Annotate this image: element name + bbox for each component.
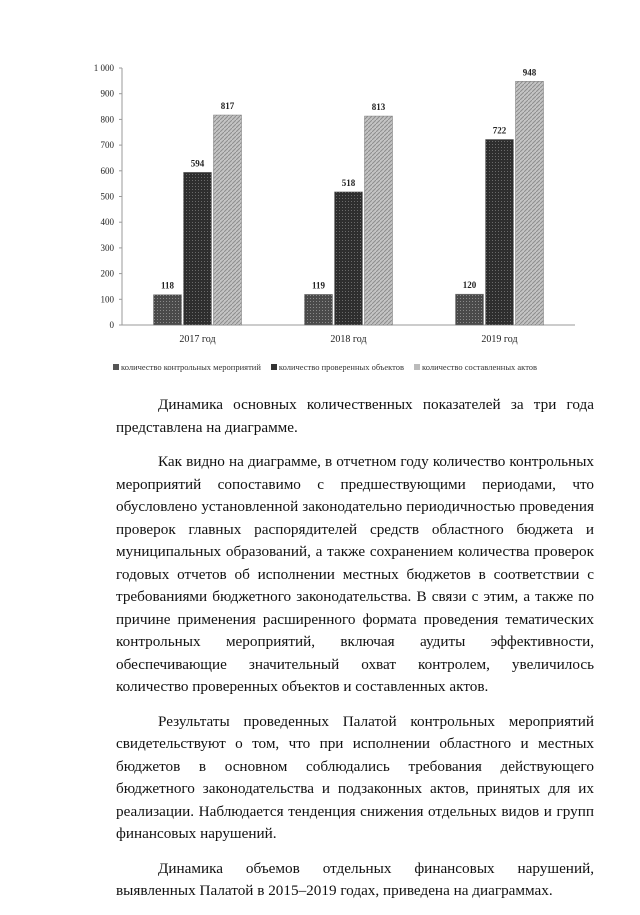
legend-swatch-icon: [414, 364, 420, 370]
y-tick-label: 0: [109, 320, 114, 330]
bar: [486, 139, 514, 325]
data-label: 722: [492, 125, 507, 136]
bar: [214, 115, 242, 325]
legend-label: количество контрольных мероприятий: [121, 362, 261, 372]
y-tick-label: 500: [100, 191, 114, 202]
y-tick-label: 300: [100, 242, 114, 253]
x-tick-label: 2019 год: [481, 334, 518, 345]
paragraph: Результаты проведенных Палатой контрольных мероприятий свидетельствуют о том, что при исполнении областного и местных бюджетов в основном соблюдались требования действующего бюджетного законодательства и подзаконных актов, принятых для их реализации. Наблюдается тенденция снижения отдельных видов и групп финансовых нарушений.: [116, 712, 594, 842]
bars: [154, 81, 544, 325]
data-label: 119: [311, 280, 326, 291]
legend-swatch-icon: [271, 364, 277, 370]
data-label: 948: [522, 67, 537, 78]
x-tick-label: 2017 год: [179, 334, 216, 345]
bar: [516, 81, 544, 325]
data-label: 118: [160, 280, 175, 291]
body-text: [116, 394, 594, 915]
y-tick-label: 400: [100, 217, 114, 228]
data-label: 120: [462, 280, 477, 291]
legend-label: количество составленных актов: [422, 362, 538, 372]
legend-item-acts: [414, 362, 537, 372]
bar: [305, 294, 333, 325]
legend-label: количество проверенных объектов: [278, 362, 404, 372]
legend-item-control-events: [113, 362, 261, 372]
y-tick-label: 900: [100, 88, 114, 99]
y-tick-label: 800: [100, 114, 114, 125]
legend-item-checked-objects: [271, 362, 404, 372]
legend-swatch-icon: [113, 364, 119, 370]
y-tick-label: 1 000: [93, 63, 114, 73]
bar: [154, 295, 182, 325]
data-label: 518: [341, 177, 356, 188]
y-tick-label: 600: [100, 165, 114, 176]
paragraph: Динамика основных количественных показателей за три года представлена на диаграмме.: [116, 396, 594, 436]
bar: [456, 294, 484, 325]
x-tick-label: 2018 год: [330, 334, 367, 345]
paragraph: Динамика объемов отдельных финансовых нарушений, выявленных Палатой в 2015–2019 годах, приведена на диаграммах.: [116, 859, 594, 899]
y-tick-label: 700: [100, 140, 114, 151]
data-label: 813: [371, 102, 386, 113]
y-tick-label: 200: [100, 268, 114, 279]
bar: [335, 192, 363, 325]
paragraph: Как видно на диаграмме, в отчетном году количество контрольных мероприятий сопоставимо с предшествующими периодами, что обусловлено установленной законодательно периодичностью проведения проверок главных распорядителей средств областного бюджета и муниципальных образований, а также сохранением количества проверок годовых отчетов об исполнении местных бюджетов в соответствии с требованиями бюджетного законодательства. В связи с этим, а также по причине применения расширенного формата проведения тематических контрольных мероприятий, включая аудиты эффективности, обеспечивающие значительный охват контролем, увеличилось количество проверенных объектов и составленных актов.: [116, 453, 594, 695]
bar-chart: [0, 0, 640, 360]
x-axis-labels: [179, 334, 517, 345]
data-label: 817: [220, 101, 235, 112]
bar: [365, 116, 393, 325]
chart-legend: [113, 362, 583, 372]
data-label: 594: [190, 158, 205, 169]
bar: [184, 172, 212, 325]
y-tick-label: 100: [100, 294, 114, 305]
